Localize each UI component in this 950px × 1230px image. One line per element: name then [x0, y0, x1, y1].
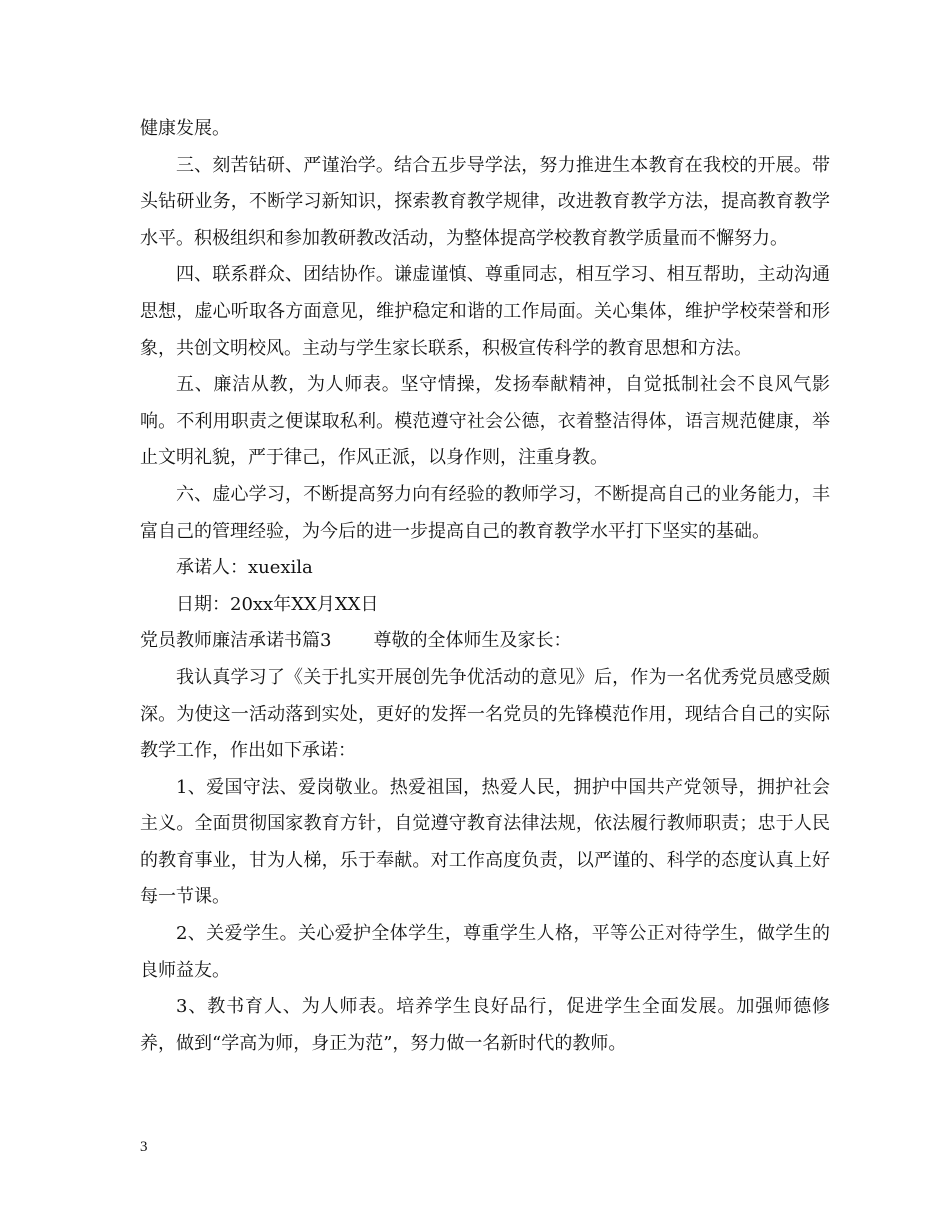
section-title: 党员教师廉洁承诺书篇3 [140, 630, 332, 652]
signatory-line: 承诺人：xuexila [176, 557, 313, 579]
paragraph-continuation: 健康发展。 [140, 118, 230, 139]
date-line: 日期：20xx年XX月XX日 [176, 593, 379, 615]
document-body [140, 111, 830, 1062]
salutation: 尊敬的全体师生及家长： [373, 630, 572, 652]
page-number: 3 [140, 1139, 148, 1155]
paragraph-item-3: 三、刻苦钻研、严谨治学。结合五步导学法，努力推进生本教育在我校的开展。带头钻研业务，不断学习新知识，探索教育教学规律，改进教育教学方法，提高教育教学水平。积极组织和参加教研教改活动，为整体提高学校教育教学质量而不懈努力。 [140, 154, 830, 249]
paragraph-item-6: 六、虚心学习，不断提高努力向有经验的教师学习，不断提高自己的业务能力，丰富自己的管理经验，为今后的进一步提高自己的教育教学水平打下坚实的基础。 [140, 483, 830, 542]
pledge-item-2: 2、关爱学生。关心爱护全体学生，尊重学生人格，平等公正对待学生，做学生的良师益友。 [140, 923, 830, 981]
paragraph-item-5: 五、廉洁从教，为人师表。坚守情操，发扬奉献精神，自觉抵制社会不良风气影响。不利用职责之便谋取私利。模范遵守社会公德，衣着整洁得体，语言规范健康，举止文明礼貌，严于律己，作风正派，以身作则，注重身教。 [140, 374, 830, 469]
intro-paragraph: 我认真学习了《关于扎实开展创先争优活动的意见》后，作为一名优秀党员感受颇深。为使这一活动落到实处，更好的发挥一名党员的先锋模范作用，现结合自己的实际教学工作，作出如下承诺： [140, 666, 830, 762]
pledge-item-1: 1、爱国守法、爱岗敬业。热爱祖国，热爱人民，拥护中国共产党领导，拥护社会主义。全面贯彻国家教育方针，自觉遵守教育法律法规，依法履行教师职责；忠于人民的教育事业，甘为人梯，乐于奉献。对工作高度负责，以严谨的、科学的态度认真上好每一节课。 [140, 776, 830, 908]
paragraph-item-4: 四、联系群众、团结协作。谦虚谨慎、尊重同志，相互学习、相互帮助，主动沟通思想，虚心听取各方面意见，维护稳定和谐的工作局面。关心集体，维护学校荣誉和形象，共创文明校风。主动与学生家长联系，积极宣传科学的教育思想和方法。 [140, 264, 830, 359]
section-heading [140, 623, 830, 660]
pledge-item-3: 3、教书育人、为人师表。培养学生良好品行，促进学生全面发展。加强师德修养，做到“学高为师，身正为范”，努力做一名新时代的教师。 [140, 996, 830, 1054]
